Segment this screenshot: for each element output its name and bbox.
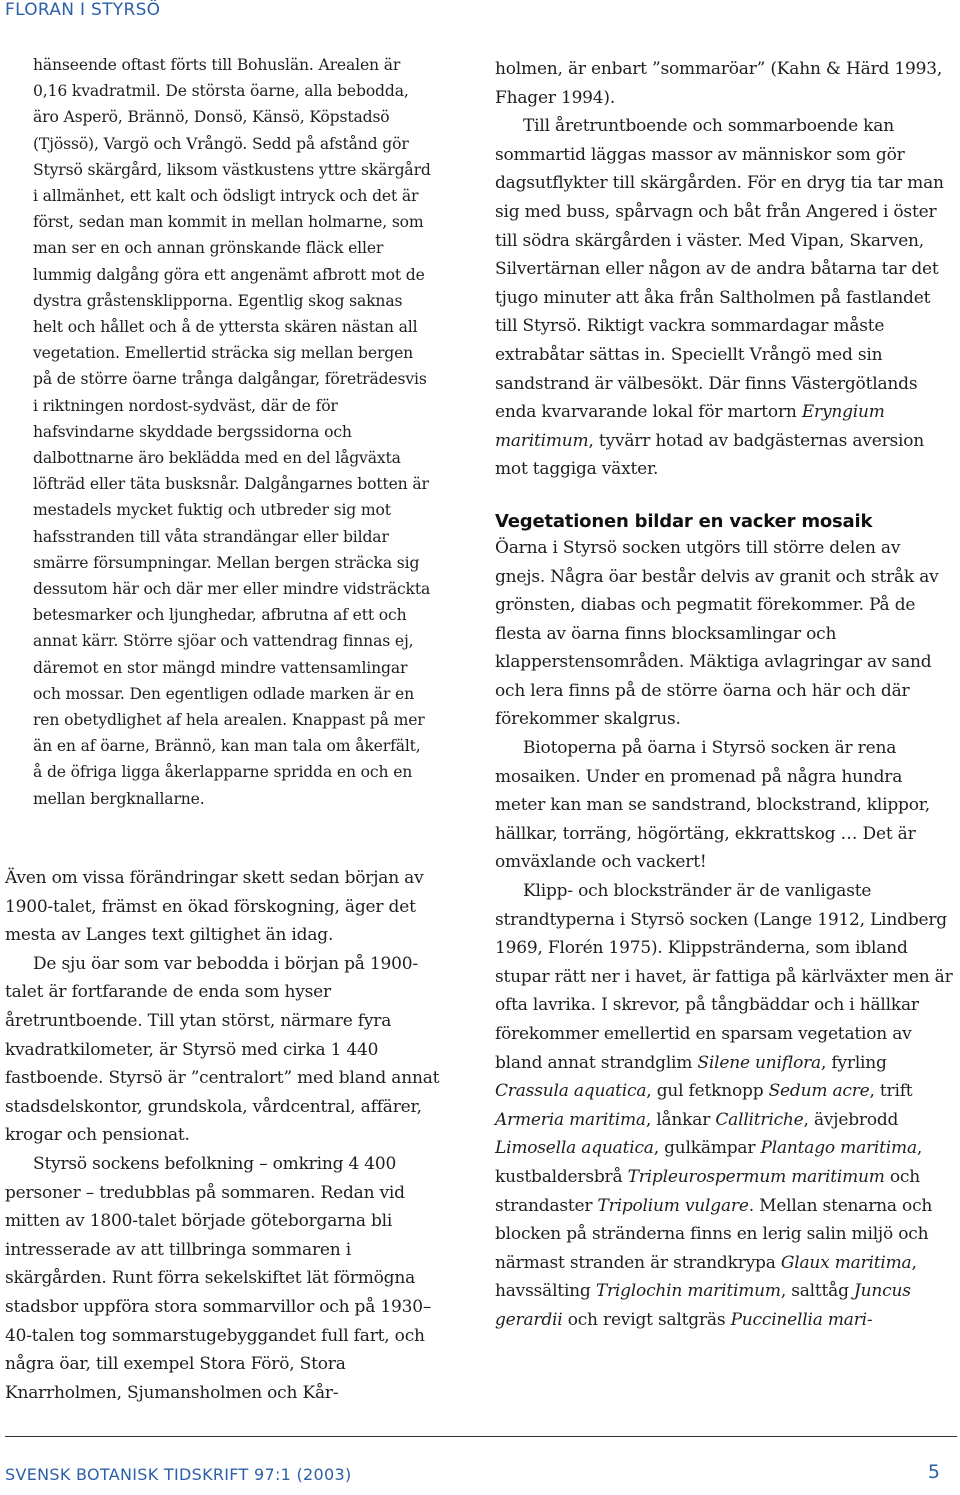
paragraph: Styrsö sockens befolkning – omkring 4 400 personer – tredubblas på sommaren. Redan vid mitten av 1800-talet började göteborgarna bli intresserade av att tillbringa sommaren i skärgården. Runt förra sekelskiftet lät förmögna stadsbor uppföra stora sommarvillor och på 1930–40-talen tog sommarstugebyggandet full fart, och några öar, till exempel Stora Förö, Stora Knarrholmen, Sjumansholmen och Kår- [5, 1153, 432, 1403]
paragraph: Biotoperna på öarna i Styrsö socken är rena mosaiken. Under en promenad på några hundra meter kan man se sandstrand, blockstrand, klippor, hällkar, torräng, högörtäng, ekkrattskog … Det är omväxlande och vackert! [495, 738, 931, 873]
paragraph: De sju öar som var bebodda i början på 1900-talet är fortfarande de enda som hyser åretruntboende. Till ytan störst, närmare fyra kvadratkilometer, är Styrsö med cirka 1 440 fastboende. Styrsö är ”centralort” med bland annat stadsdelskontor, grundskola, vårdcentral, affärer, krogar och pensionat. [5, 953, 440, 1146]
text-run: Klipp- och blockstränder är de vanligaste strandtyperna i Styrsö socken (Lange 1912, Lindberg 1969, Florén 1975). Klippstränderna, som ibland stupar rätt ner i havet, är fattiga på kärlväxter men är ofta lavrika. I skrevor, på tångbäddar och i hällkar förekommer emellertid en sparsam vegetation av bland annat strandglim [495, 881, 953, 1073]
species-name: Sedum acre [768, 1081, 870, 1102]
species-name: Triglochin maritimum [595, 1281, 781, 1302]
text-run: , kustbaldersbrå [495, 1138, 923, 1187]
text-run: , fyrling [820, 1052, 887, 1073]
left-column [5, 864, 455, 1407]
paragraph: Även om vissa förändringar skett sedan början av 1900-talet, främst en ökad förskogning, äger det mesta av Langes text giltighet än idag. [5, 868, 424, 946]
text-run: , gul fetknopp [646, 1081, 769, 1102]
block-quote [33, 52, 433, 812]
footer-rule [5, 1436, 957, 1437]
text-run: , gulkämpar [653, 1138, 761, 1159]
paragraph [495, 877, 955, 1335]
footer-journal: SVENSK BOTANISK TIDSKRIFT 97:1 (2003) [5, 1465, 352, 1484]
species-name: Callitriche [715, 1109, 804, 1130]
species-name: Eryngium maritimum [495, 402, 885, 451]
paragraph: holmen, är enbart ”sommaröar” (Kahn & Härd 1993, Fhager 1994). [495, 59, 943, 108]
text-run: Till åretruntboende och sommarboende kan sommartid läggas massor av människor som gör dagsutflykter till skärgården. För en dryg tia tar man sig med buss, spårvagn och båt från Angered i öster till södra skärgården i väster. Med Vipan, Skarven, Silvertärnan eller någon av de andra båtarna tar det tjugo minuter att åka från Saltholmen på fastlandet till Styrsö. Riktigt vackra sommardagar måste extrabåtar sättas in. Speciellt Vrångö med sin sandstrand är välbesökt. Där finns Västergötlands enda kvarvarande lokal för martorn [495, 116, 944, 423]
right-column [495, 55, 955, 1335]
species-name: Plantago maritima [760, 1138, 917, 1159]
text-run: . Mellan stenarna och blocken på stränderna finns en lerig salin miljö och närmast stranden är strandkrypa [495, 1195, 933, 1273]
paragraph [495, 112, 955, 484]
text-run: och revigt saltgräs [562, 1309, 731, 1330]
text-run: och strandaster [495, 1166, 920, 1216]
species-name: Crassula aquatica [495, 1081, 647, 1102]
paragraph: Öarna i Styrsö socken utgörs till större delen av gnejs. Några öar består delvis av granit och stråk av grönsten, diabas och pegmatit förekommer. På de flesta av öarna finns blocksamlingar och klapperstensområden. Mäktiga avlagringar av sand och lera finns på de större öarna och här och där förekommer skalgrus. [495, 537, 939, 730]
species-name: Glaux maritima [780, 1252, 912, 1273]
quote-text: hänseende oftast förts till Bohuslän. Arealen är 0,16 kvadratmil. De största öarne, alla bebodda, äro Asperö, Brännö, Donsö, Känsö, Köpstadsö (Tjössö), Vargö och Vrångö. Sedd på afstånd gör Styrsö skärgård, liksom västkustens yttre skärgård i allmänhet, ett kalt och ödsligt intryck och det är först, sedan man kommit in mellan holmarne, som man ser en och annan grönskande fläck eller lummig dalgång göra ett angenämt afbrott mot de dystra gråstensklipporna. Egentlig skog saknas helt och hållet och å de yttersta skären nästan all vegetation. Emellertid sträcka sig mellan bergen på de större öarne trånga dalgångar, företrädesvis i riktningen nordost-sydväst, där de för hafsvindarne skyddade bergssidorna och dalbottnarne äro beklädda med en del lågväxta löfträd eller täta busksnår. Dalgångarnes botten är mestadels mycket fuktig och utbreder sig mot hafsstranden till våta strandängar eller bildar smärre försumpningar. Mellan bergen sträcka sig dessutom här och där mer eller mindre vidsträckta betesmarker och ljunghedar, afbrutna af ett och annat kärr. Större sjöar och vattendrag finnas ej, däremot en stor mängd mindre vattensamlingar och mossar. Den egentligen odlade marken är en ren obetydlighet af hela arealen. Knappast på mer än en af öarne, Brännö, kan man tala om åkerfält, å de öfriga ligga åkerlapparne spridda en och en mellan bergknallarne. [33, 56, 431, 808]
species-name: Limosella aquatica [495, 1138, 654, 1159]
species-name: Juncus gerardii [495, 1281, 911, 1330]
species-name: Tripleurospermum maritimum [627, 1166, 885, 1187]
species-name: Tripolium vulgare [597, 1195, 749, 1216]
species-name: Puccinellia mari- [730, 1309, 873, 1330]
text-run: , havssälting [495, 1252, 917, 1302]
text-run: , ävjebrodd [803, 1109, 899, 1130]
text-run: , tyvärr hotad av badgästernas aversion mot taggiga växter. [495, 430, 925, 480]
section-heading: Vegetationen bildar en vacker mosaik [495, 510, 873, 532]
page-number: 5 [927, 1461, 940, 1483]
running-header: FLORAN I STYRSÖ [5, 0, 161, 20]
text-run: , trift [869, 1081, 913, 1102]
species-name: Armeria maritima [495, 1109, 646, 1130]
text-run: , salttåg [780, 1281, 855, 1302]
species-name: Silene uniflora [697, 1052, 821, 1073]
text-run: , lånkar [645, 1109, 716, 1130]
